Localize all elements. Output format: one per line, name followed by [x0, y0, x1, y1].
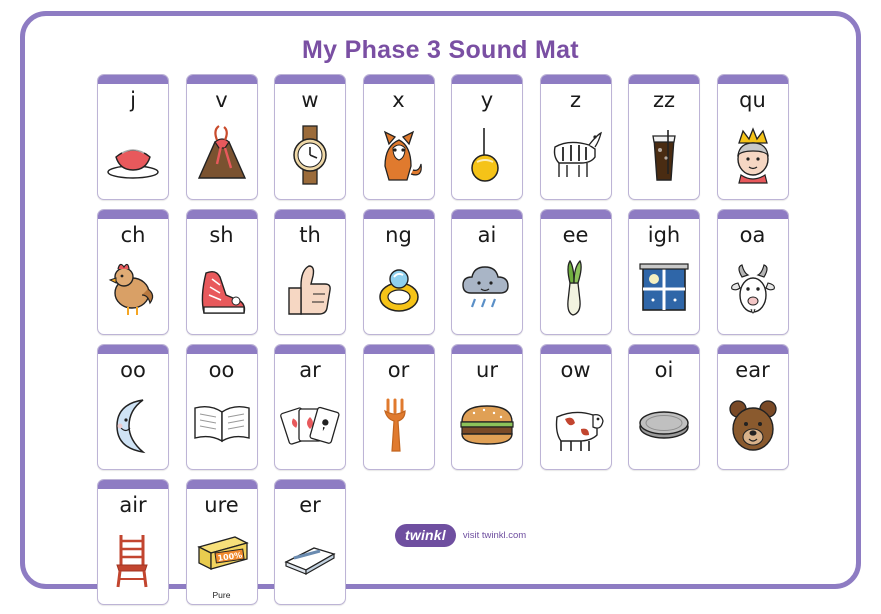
card-letter: w — [301, 88, 319, 112]
card-letter: z — [569, 88, 582, 112]
sound-card-j[interactable] — [97, 74, 169, 200]
card-letter: air — [119, 493, 147, 517]
card-letter: er — [299, 493, 321, 517]
sound-card-ee[interactable] — [540, 209, 612, 335]
card-top-bar — [187, 345, 257, 354]
sound-card-ure[interactable] — [186, 479, 258, 605]
card-top-bar — [98, 345, 168, 354]
card-top-bar — [187, 75, 257, 84]
card-letter: ng — [385, 223, 412, 247]
card-letter: ar — [299, 358, 321, 382]
card-row — [97, 209, 797, 335]
card-top-bar — [541, 75, 611, 84]
bear-icon — [718, 381, 788, 469]
sound-card-ear[interactable] — [717, 344, 789, 470]
card-letter: or — [387, 358, 410, 382]
sound-card-igh[interactable] — [628, 209, 700, 335]
sound-card-or[interactable] — [363, 344, 435, 470]
twinkl-logo: twinkl — [395, 524, 456, 547]
sound-mat — [20, 11, 861, 600]
sound-card-zz[interactable] — [628, 74, 700, 200]
fox-icon — [364, 111, 434, 199]
card-top-bar — [541, 345, 611, 354]
sound-card-ch[interactable] — [97, 209, 169, 335]
card-top-bar — [364, 345, 434, 354]
card-top-bar — [718, 75, 788, 84]
card-top-bar — [629, 345, 699, 354]
watch-icon — [275, 111, 345, 199]
card-row — [97, 74, 797, 200]
night-window-icon — [629, 246, 699, 334]
book-icon — [187, 381, 257, 469]
twinkl-url[interactable]: visit twinkl.com — [462, 530, 527, 541]
card-top-bar — [275, 210, 345, 219]
sound-card-ng[interactable] — [363, 209, 435, 335]
card-top-bar — [629, 75, 699, 84]
card-top-bar — [98, 210, 168, 219]
card-top-bar — [452, 345, 522, 354]
card-letter: y — [480, 88, 494, 112]
card-letter: ai — [477, 223, 497, 247]
cards-icon — [275, 381, 345, 469]
sound-card-w[interactable] — [274, 74, 346, 200]
chicken-icon — [98, 246, 168, 334]
card-letter: igh — [647, 223, 681, 247]
card-letter: ow — [560, 358, 591, 382]
card-top-bar — [718, 210, 788, 219]
card-top-bar — [364, 75, 434, 84]
burger-icon — [452, 381, 522, 469]
card-letter: qu — [739, 88, 766, 112]
sound-card-y[interactable] — [451, 74, 523, 200]
moon-icon — [98, 381, 168, 469]
card-letter: ure — [204, 493, 239, 517]
sound-card-ar[interactable] — [274, 344, 346, 470]
cow-icon — [541, 381, 611, 469]
card-top-bar — [275, 345, 345, 354]
ring-icon — [364, 246, 434, 334]
twinkl-footer[interactable] — [395, 524, 526, 547]
card-letter: oo — [208, 358, 235, 382]
card-letter: oi — [654, 358, 674, 382]
sound-card-ai[interactable] — [451, 209, 523, 335]
card-letter: oa — [739, 223, 766, 247]
card-top-bar — [275, 480, 345, 489]
sound-card-ur[interactable] — [451, 344, 523, 470]
card-top-bar — [187, 210, 257, 219]
goat-icon — [718, 246, 788, 334]
card-top-bar — [187, 480, 257, 489]
pure-butter-icon — [187, 516, 257, 590]
card-top-bar — [98, 75, 168, 84]
sound-card-oi[interactable] — [628, 344, 700, 470]
card-letter: ur — [476, 358, 498, 382]
sound-card-v[interactable] — [186, 74, 258, 200]
card-top-bar — [452, 210, 522, 219]
sound-card-ow[interactable] — [540, 344, 612, 470]
card-letter: oo — [120, 358, 146, 382]
leek-icon — [541, 246, 611, 334]
queen-icon — [718, 111, 788, 199]
sound-card-oo-moon[interactable] — [97, 344, 169, 470]
sound-card-x[interactable] — [363, 74, 435, 200]
sound-card-z[interactable] — [540, 74, 612, 200]
fizz-drink-icon — [629, 111, 699, 199]
rain-cloud-icon — [452, 246, 522, 334]
sound-card-air[interactable] — [97, 479, 169, 605]
card-top-bar — [98, 480, 168, 489]
card-letter: th — [299, 223, 321, 247]
svg-text:100%: 100% — [216, 550, 243, 563]
chair-icon — [98, 516, 168, 604]
sound-card-sh[interactable] — [186, 209, 258, 335]
page-title: My Phase 3 Sound Mat — [302, 36, 579, 64]
sound-card-th[interactable] — [274, 209, 346, 335]
coin-icon — [629, 381, 699, 469]
volcano-icon — [187, 111, 257, 199]
card-top-bar — [275, 75, 345, 84]
card-letter: v — [215, 88, 228, 112]
card-caption: Pure — [212, 590, 231, 600]
shoe-icon — [187, 246, 257, 334]
card-letter: zz — [652, 88, 676, 112]
card-letter: j — [130, 88, 136, 112]
card-top-bar — [541, 210, 611, 219]
sound-card-oo-book[interactable] — [186, 344, 258, 470]
zebra-icon — [541, 111, 611, 199]
card-letter: ee — [562, 223, 589, 247]
sound-card-er[interactable] — [274, 479, 346, 605]
fork-icon — [364, 381, 434, 469]
card-row — [97, 344, 797, 470]
sound-card-qu[interactable] — [717, 74, 789, 200]
card-top-bar — [629, 210, 699, 219]
thumb-icon — [275, 246, 345, 334]
yoyo-icon — [452, 111, 522, 199]
sound-card-oa[interactable] — [717, 209, 789, 335]
card-letter: x — [392, 88, 405, 112]
card-letter: sh — [209, 223, 234, 247]
card-top-bar — [718, 345, 788, 354]
card-letter: ear — [735, 358, 770, 382]
card-top-bar — [452, 75, 522, 84]
card-letter: ch — [120, 223, 146, 247]
card-top-bar — [364, 210, 434, 219]
eraser-icon — [275, 516, 345, 604]
jelly-icon — [98, 111, 168, 199]
